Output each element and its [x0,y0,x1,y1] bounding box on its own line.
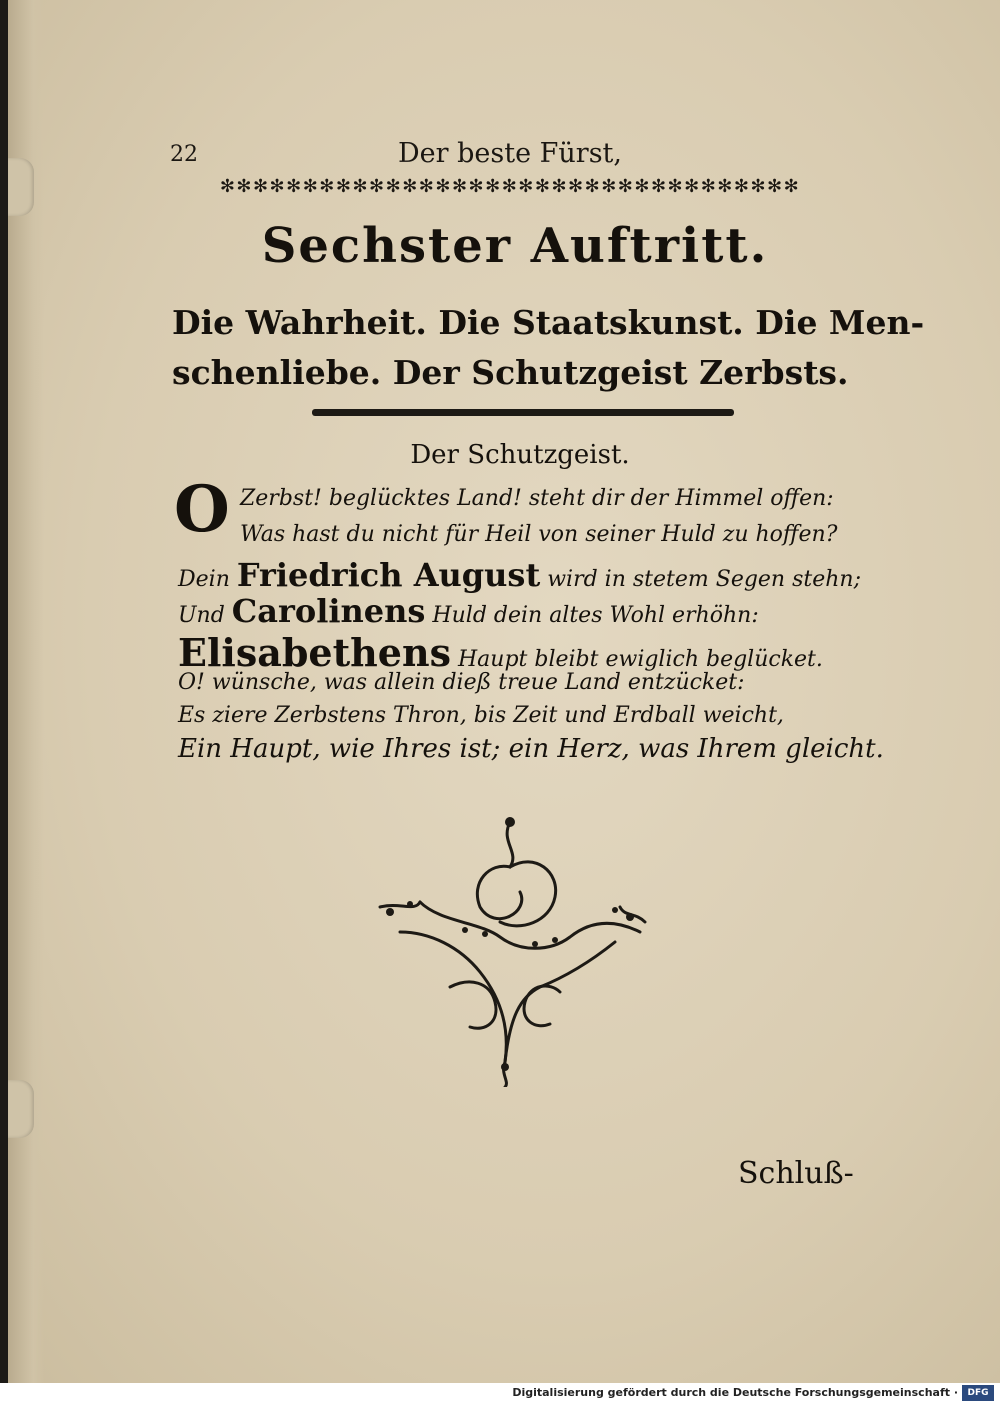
verse-line: O! wünsche, was allein dieß treue Land entzücket: [178,670,745,695]
verse-line: Es ziere Zerbstens Thron, bis Zeit und Erdball weicht, [178,703,784,728]
rococo-vignette [360,812,660,1087]
verse-text: wird in stetem Segen stehn; [547,567,861,592]
catchword: Schluß- [738,1156,854,1191]
footer-credit: Digitalisierung gefördert durch die Deutsche Forschungsgemeinschaft · [512,1386,958,1399]
verse-line: Was hast du nicht für Heil von seiner Huld zu hoffen? [240,522,838,547]
scene-heading: Sechster Auftritt. [261,218,769,274]
drop-cap: O [174,472,230,547]
verse-text: Haupt bleibt ewiglich beglücket. [457,647,823,672]
page-number: 22 [170,142,198,167]
verse-text: Und [178,603,225,628]
ornament-rule: ✻✻✻✻✻✻✻✻✻✻✻✻✻✻✻✻✻✻✻✻✻✻✻✻✻✻✻✻✻✻✻✻✻✻✻ [219,176,801,197]
section-rule [312,409,734,416]
verse-text: Dein [178,567,230,592]
running-head [170,138,850,174]
verse-name: Friedrich August [236,556,541,594]
running-title: Der beste Fürst, [398,138,622,169]
character-list-line: Die Wahrheit. Die Staatskunst. Die Men- [172,303,925,342]
verse-name: Carolinens [231,592,426,630]
verse-line: Ein Haupt, wie Ihres ist; ein Herz, was Ihrem gleicht. [178,734,884,764]
verse-line [178,630,823,675]
character-list-line: schenliebe. Der Schutzgeist Zerbsts. [172,353,849,392]
verse-line: Zerbst! beglücktes Land! steht dir der Himmel offen: [240,486,834,511]
page-tab [8,158,34,216]
speaker-name: Der Schutzgeist. [410,440,630,470]
verse-line [178,592,759,630]
verse-line [178,556,861,594]
digitization-footer [0,1383,1000,1403]
verse-text: Huld dein altes Wohl erhöhn: [432,603,759,628]
page-tab [8,1080,34,1138]
verse-name: Elisabethens [178,630,451,675]
dfg-logo: DFG [962,1385,994,1401]
character-list [172,298,925,398]
